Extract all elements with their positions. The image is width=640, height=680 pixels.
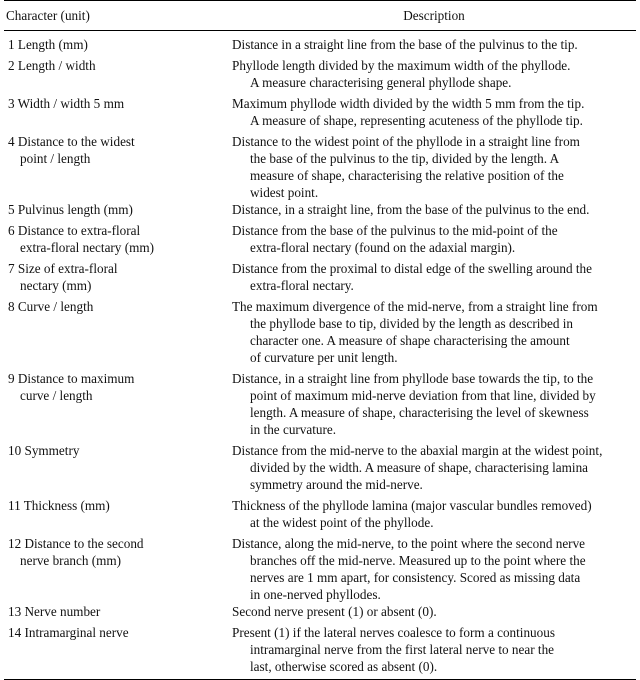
description-text: intramarginal nerve from the first lateral nerve to near the [250, 642, 555, 657]
description-text: Maximum phyllode width divided by the width 5 mm from the tip. [232, 96, 585, 111]
table-row [4, 91, 636, 129]
character-text: 2 Length / width [8, 58, 96, 73]
description-cell [232, 91, 636, 129]
table-row [4, 129, 636, 201]
description-cell [232, 531, 636, 603]
description-text: of curvature per unit length. [250, 350, 398, 365]
description-text: Distance, in a straight line, from the base of the pulvinus to the end. [232, 202, 590, 217]
description-cell [232, 53, 636, 91]
character-text: 6 Distance to extra-floral [8, 223, 141, 238]
table-row [4, 366, 636, 438]
character-text: point / length [20, 151, 91, 166]
table-row [4, 531, 636, 603]
description-text: symmetry around the mid-nerve. [250, 477, 423, 492]
character-text: 3 Width / width 5 mm [8, 96, 125, 111]
character-cell [4, 493, 232, 531]
character-text: 4 Distance to the widest [8, 134, 135, 149]
header-description: Description [232, 1, 636, 31]
character-cell [4, 218, 232, 256]
character-cell [4, 31, 232, 54]
description-cell [232, 256, 636, 294]
description-text: last, otherwise scored as absent (0). [250, 659, 438, 674]
character-text: 13 Nerve number [8, 604, 101, 619]
table-row [4, 256, 636, 294]
description-text: Distance from the mid-nerve to the abaxial margin at the widest point, [232, 443, 603, 458]
character-text: 7 Size of extra-floral [8, 261, 118, 276]
character-cell [4, 53, 232, 91]
table-row [4, 294, 636, 366]
description-cell [232, 218, 636, 256]
description-cell [232, 603, 636, 620]
character-text: curve / length [20, 388, 93, 403]
table-row [4, 603, 636, 620]
character-text: 1 Length (mm) [8, 37, 88, 52]
description-text: in the curvature. [250, 422, 337, 437]
header-row [4, 1, 636, 31]
character-text: extra-floral nectary (mm) [20, 240, 154, 255]
character-text: 10 Symmetry [8, 443, 80, 458]
description-text: branches off the mid-nerve. Measured up to the point where the [250, 553, 586, 568]
description-text: Second nerve present (1) or absent (0). [232, 604, 437, 619]
description-text: nerves are 1 mm apart, for consistency. Scored as missing data [250, 570, 581, 585]
description-cell [232, 438, 636, 493]
table-row [4, 493, 636, 531]
description-text: at the widest point of the phyllode. [250, 515, 434, 530]
character-text: 14 Intramarginal nerve [8, 625, 129, 640]
character-cell [4, 531, 232, 603]
description-text: Distance, in a straight line from phyllode base towards the tip, to the [232, 371, 594, 386]
table-row [4, 31, 636, 54]
description-text: Distance from the proximal to distal edge of the swelling around the [232, 261, 592, 276]
description-text: the phyllode base to tip, divided by the length as described in [250, 316, 574, 331]
character-text: 11 Thickness (mm) [8, 498, 110, 513]
character-cell [4, 294, 232, 366]
character-cell [4, 91, 232, 129]
description-text: measure of shape, characterising the relative position of the [250, 168, 564, 183]
description-text: divided by the width. A measure of shape, characterising lamina [250, 460, 589, 475]
table-row [4, 201, 636, 218]
description-text: Distance from the base of the pulvinus to the mid-point of the [232, 223, 558, 238]
description-text: length. A measure of shape, characterising the level of skewness [250, 405, 589, 420]
description-text: character one. A measure of shape characterising the amount [250, 333, 570, 348]
description-text: A measure characterising general phyllode shape. [250, 75, 512, 90]
table-row [4, 218, 636, 256]
description-text: Distance to the widest point of the phyllode in a straight line from [232, 134, 580, 149]
character-cell [4, 366, 232, 438]
description-text: in one-nerved phyllodes. [250, 587, 381, 602]
description-cell [232, 493, 636, 531]
description-text: extra-floral nectary. [250, 278, 354, 293]
character-cell [4, 256, 232, 294]
description-text: A measure of shape, representing acuteness of the phyllode tip. [250, 113, 583, 128]
table-row [4, 53, 636, 91]
character-text: 9 Distance to maximum [8, 371, 135, 386]
character-text: nerve branch (mm) [20, 553, 122, 568]
character-text: nectary (mm) [20, 278, 92, 293]
character-cell [4, 201, 232, 218]
description-cell [232, 201, 636, 218]
table-row [4, 438, 636, 493]
table-body [4, 31, 636, 680]
description-text: Thickness of the phyllode lamina (major vascular bundles removed) [232, 498, 592, 513]
description-text: Distance, along the mid-nerve, to the point where the second nerve [232, 536, 586, 551]
description-cell [232, 31, 636, 54]
character-text: 8 Curve / length [8, 299, 94, 314]
description-text: Phyllode length divided by the maximum width of the phyllode. [232, 58, 571, 73]
description-text: extra-floral nectary (found on the adaxial margin). [250, 240, 516, 255]
description-text: point of maximum mid-nerve deviation from that line, divided by [250, 388, 596, 403]
description-text: Present (1) if the lateral nerves coalesce to form a continuous [232, 625, 555, 640]
description-cell [232, 129, 636, 201]
character-text: 5 Pulvinus length (mm) [8, 202, 133, 217]
description-text: widest point. [250, 185, 319, 200]
character-cell [4, 603, 232, 620]
description-text: the base of the pulvinus to the tip, divided by the length. A [250, 151, 560, 166]
description-text: Distance in a straight line from the base of the pulvinus to the tip. [232, 37, 578, 52]
description-text: The maximum divergence of the mid-nerve, from a straight line from [232, 299, 598, 314]
character-text: 12 Distance to the second [8, 536, 144, 551]
character-cell [4, 438, 232, 493]
description-cell [232, 294, 636, 366]
description-cell [232, 366, 636, 438]
character-cell [4, 129, 232, 201]
header-character: Character (unit) [4, 1, 232, 31]
character-description-table [4, 0, 636, 680]
